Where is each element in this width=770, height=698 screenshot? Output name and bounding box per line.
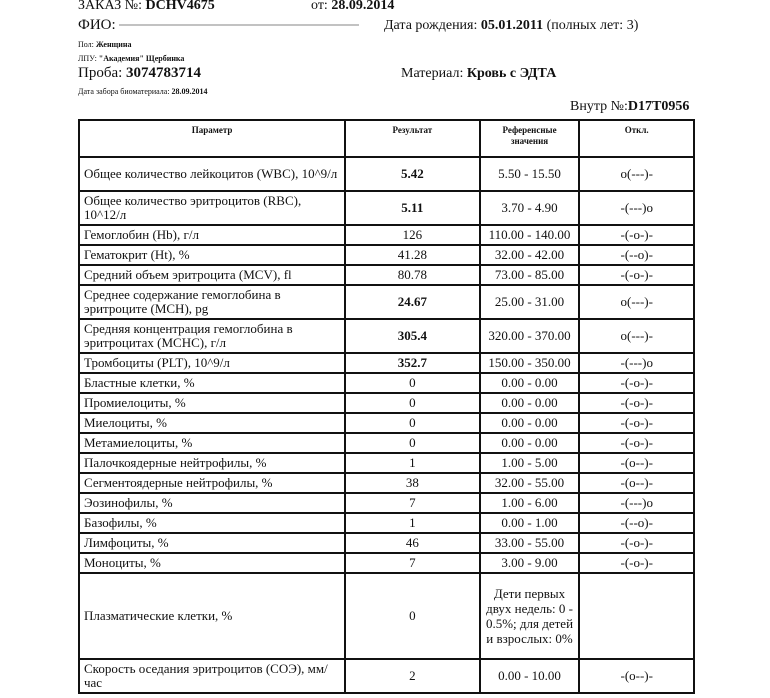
- deviation-cell: -(-o-)-: [579, 533, 694, 553]
- param-cell: Палочкоядерные нейтрофилы, %: [79, 453, 345, 473]
- age-text: (полных лет: 3): [543, 18, 639, 33]
- deviation-cell: -(---)o: [579, 191, 694, 225]
- param-cell: Бластные клетки, %: [79, 373, 345, 393]
- result-cell: 352.7: [345, 353, 480, 373]
- table-row: [79, 245, 694, 265]
- reference-cell: 110.00 - 140.00: [480, 225, 580, 245]
- reference-cell: 32.00 - 55.00: [480, 473, 580, 493]
- sample-line: [78, 65, 201, 82]
- reference-cell: 32.00 - 42.00: [480, 245, 580, 265]
- order-line: [78, 0, 215, 14]
- sex-label: Пол:: [78, 40, 96, 49]
- table-row: [79, 413, 694, 433]
- reference-cell: 1.00 - 6.00: [480, 493, 580, 513]
- param-cell: Тромбоциты (PLT), 10^9/л: [79, 353, 345, 373]
- table-row: [79, 373, 694, 393]
- table-row: [79, 225, 694, 245]
- param-cell: Общее количество лейкоцитов (WBC), 10^9/л: [79, 157, 345, 191]
- order-date-line: [311, 0, 394, 14]
- table-row: [79, 493, 694, 513]
- result-cell: 2: [345, 659, 480, 693]
- reference-cell: 0.00 - 0.00: [480, 373, 580, 393]
- material-label: Материал:: [401, 66, 467, 81]
- result-cell: 80.78: [345, 265, 480, 285]
- reference-cell: 25.00 - 31.00: [480, 285, 580, 319]
- deviation-cell: -(-o-)-: [579, 225, 694, 245]
- deviation-cell: -(--o)-: [579, 513, 694, 533]
- param-cell: Базофилы, %: [79, 513, 345, 533]
- param-cell: Общее количество эритроцитов (RBC), 10^12/л: [79, 191, 345, 225]
- collection-label: Дата забора биоматериала:: [78, 87, 172, 96]
- table-row: [79, 433, 694, 453]
- table-row: [79, 533, 694, 553]
- deviation-cell: -(-o-)-: [579, 265, 694, 285]
- reference-cell: 33.00 - 55.00: [480, 533, 580, 553]
- material-line: [401, 66, 556, 82]
- param-cell: Средний объем эритроцита (MCV), fl: [79, 265, 345, 285]
- table-row: [79, 191, 694, 225]
- result-cell: 0: [345, 433, 480, 453]
- table-row: [79, 285, 694, 319]
- column-header-reference: [480, 120, 580, 157]
- reference-cell: 0.00 - 0.00: [480, 413, 580, 433]
- column-header-deviation: Откл.: [579, 120, 694, 157]
- fio-label: ФИО:: [78, 17, 120, 33]
- collection-line: [78, 87, 208, 96]
- deviation-cell: -(o--)-: [579, 453, 694, 473]
- result-cell: 38: [345, 473, 480, 493]
- table-row: [79, 353, 694, 373]
- sample-number: 3074783714: [126, 65, 202, 81]
- column-header-result: Результат: [345, 120, 480, 157]
- table-row: [79, 453, 694, 473]
- result-cell: 46: [345, 533, 480, 553]
- reference-cell: 0.00 - 0.00: [480, 433, 580, 453]
- reference-cell: 0.00 - 1.00: [480, 513, 580, 533]
- fio-line: [78, 17, 359, 34]
- redacted-name: [119, 21, 359, 31]
- table-row: [79, 513, 694, 533]
- birth-line: [384, 18, 638, 34]
- birth-label: Дата рождения:: [384, 18, 481, 33]
- result-cell: 0: [345, 393, 480, 413]
- table-row: [79, 393, 694, 413]
- result-cell: 1: [345, 453, 480, 473]
- table-row: [79, 573, 694, 659]
- sex-line: [78, 40, 132, 49]
- deviation-cell: -(---)o: [579, 493, 694, 513]
- lpu-value: "Академия" Щербинка: [98, 54, 185, 63]
- result-cell: 126: [345, 225, 480, 245]
- param-cell: Метамиелоциты, %: [79, 433, 345, 453]
- deviation-cell: [579, 573, 694, 659]
- param-cell: Плазматические клетки, %: [79, 573, 345, 659]
- result-cell: 0: [345, 573, 480, 659]
- result-cell: 0: [345, 413, 480, 433]
- param-cell: Гемоглобин (Hb), г/л: [79, 225, 345, 245]
- birth-date: 05.01.2011: [480, 18, 544, 33]
- deviation-cell: -(---)o: [579, 353, 694, 373]
- deviation-cell: -(-o-)-: [579, 413, 694, 433]
- result-cell: 305.4: [345, 319, 480, 353]
- result-cell: 5.11: [345, 191, 480, 225]
- deviation-cell: -(-o-)-: [579, 553, 694, 573]
- param-cell: Миелоциты, %: [79, 413, 345, 433]
- result-cell: 5.42: [345, 157, 480, 191]
- table-row: [79, 157, 694, 191]
- sample-label: Проба:: [78, 65, 127, 81]
- internal-label: Внутр №:: [570, 99, 628, 114]
- internal-line: [570, 99, 689, 115]
- reference-cell: 320.00 - 370.00: [480, 319, 580, 353]
- table-row: [79, 553, 694, 573]
- reference-header-text: Референсные значения: [502, 125, 557, 146]
- deviation-cell: -(o--)-: [579, 659, 694, 693]
- reference-cell: 1.00 - 5.00: [480, 453, 580, 473]
- deviation-cell: -(-o-)-: [579, 373, 694, 393]
- param-cell: Лимфоциты, %: [79, 533, 345, 553]
- order-date-label: от:: [311, 0, 332, 13]
- reference-cell: 5.50 - 15.50: [480, 157, 580, 191]
- param-cell: Средняя концентрация гемоглобина в эритроцитах (MCHC), г/л: [79, 319, 345, 353]
- deviation-cell: -(-o-)-: [579, 393, 694, 413]
- result-cell: 7: [345, 493, 480, 513]
- table-header-row: [79, 120, 694, 157]
- material-value: Кровь с ЭДТА: [466, 66, 557, 81]
- param-cell: Промиелоциты, %: [79, 393, 345, 413]
- deviation-cell: -(o--)-: [579, 473, 694, 493]
- order-number: DCHV4675: [145, 0, 215, 13]
- reference-cell: 0.00 - 0.00: [480, 393, 580, 413]
- column-header-param: Параметр: [79, 120, 345, 157]
- table-row: [79, 659, 694, 693]
- lpu-line: [78, 54, 184, 63]
- table-row: [79, 473, 694, 493]
- lpu-label: ЛПУ:: [78, 54, 99, 63]
- table-row: [79, 265, 694, 285]
- reference-cell: 0.00 - 10.00: [480, 659, 580, 693]
- sex-value: Женщина: [95, 40, 132, 49]
- deviation-cell: -(-o-)-: [579, 433, 694, 453]
- deviation-cell: o(---)-: [579, 319, 694, 353]
- order-label: ЗАКАЗ №:: [78, 0, 146, 13]
- reference-cell: Дети первых двух недель: 0 - 0.5%; для детей и взрослых: 0%: [480, 573, 580, 659]
- param-cell: Гематокрит (Ht), %: [79, 245, 345, 265]
- param-cell: Сегментоядерные нейтрофилы, %: [79, 473, 345, 493]
- deviation-cell: o(---)-: [579, 157, 694, 191]
- reference-cell: 3.00 - 9.00: [480, 553, 580, 573]
- param-cell: Среднее содержание гемоглобина в эритроците (MCH), pg: [79, 285, 345, 319]
- result-cell: 1: [345, 513, 480, 533]
- results-table: [78, 119, 695, 694]
- result-cell: 0: [345, 373, 480, 393]
- order-date: 28.09.2014: [331, 0, 395, 13]
- deviation-cell: -(--o)-: [579, 245, 694, 265]
- reference-cell: 150.00 - 350.00: [480, 353, 580, 373]
- reference-cell: 3.70 - 4.90: [480, 191, 580, 225]
- table-row: [79, 319, 694, 353]
- param-cell: Моноциты, %: [79, 553, 345, 573]
- collection-date: 28.09.2014: [171, 87, 208, 96]
- param-cell: Эозинофилы, %: [79, 493, 345, 513]
- deviation-cell: o(---)-: [579, 285, 694, 319]
- param-cell: Скорость оседания эритроцитов (СОЭ), мм/час: [79, 659, 345, 693]
- result-cell: 7: [345, 553, 480, 573]
- internal-number: D17T0956: [627, 99, 690, 114]
- result-cell: 24.67: [345, 285, 480, 319]
- reference-cell: 73.00 - 85.00: [480, 265, 580, 285]
- result-cell: 41.28: [345, 245, 480, 265]
